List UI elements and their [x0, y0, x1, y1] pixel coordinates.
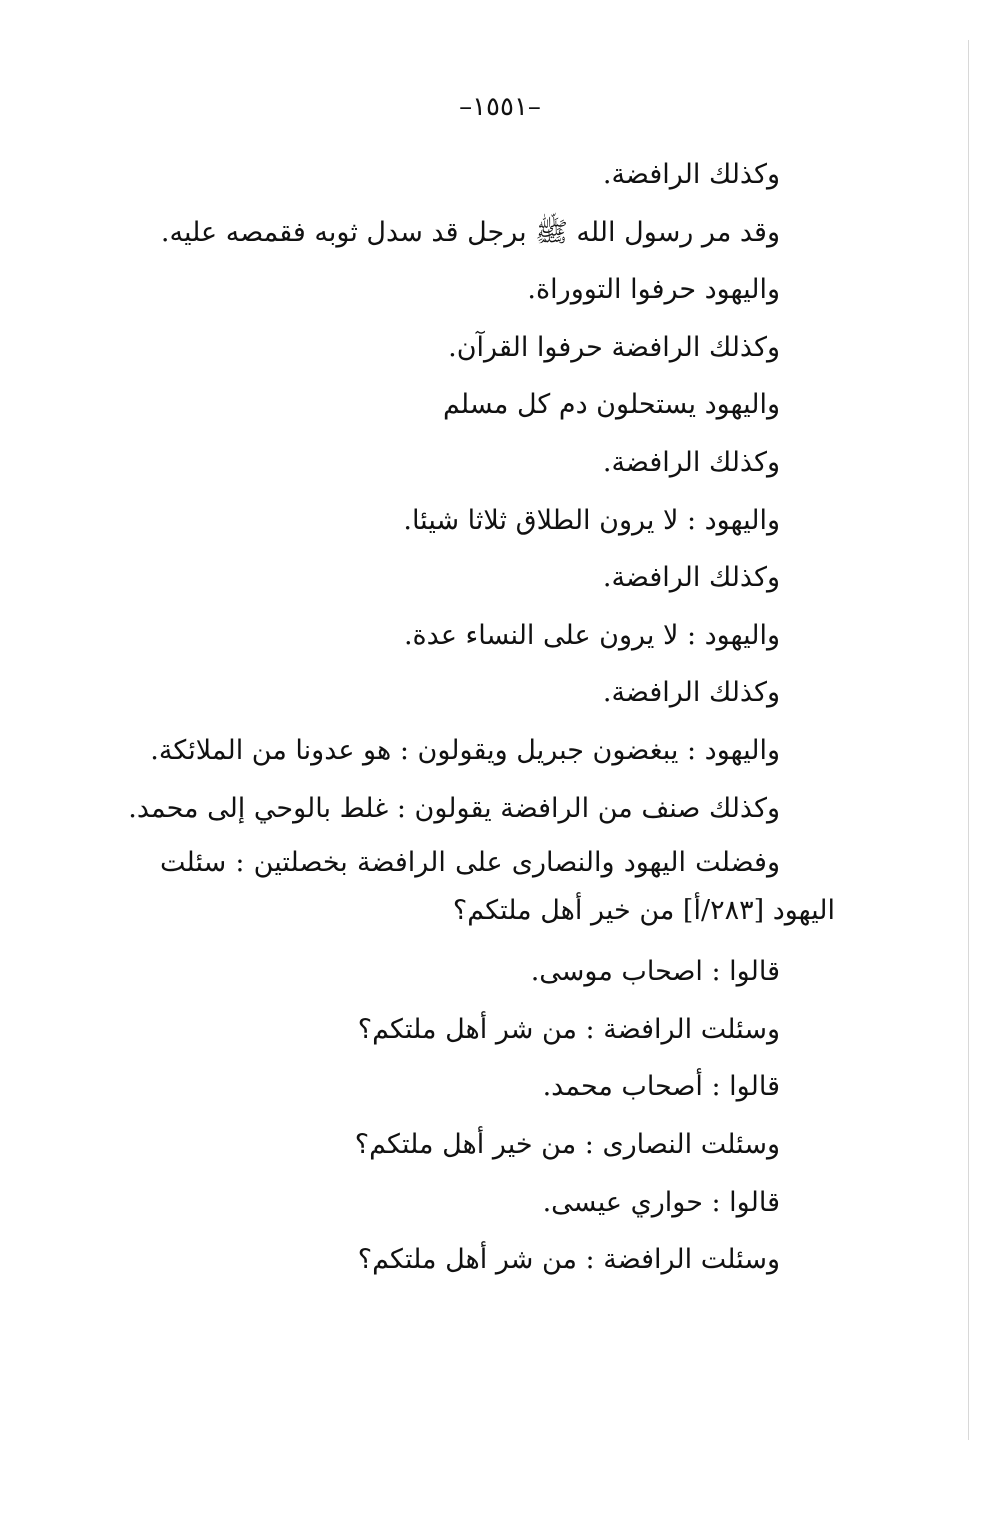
text-line: واليهود : لا يرون الطلاق ثلاثا شيئا. [403, 504, 780, 536]
page-edge-line [968, 40, 969, 1440]
text-line: قالوا : حواري عيسى. [542, 1186, 780, 1218]
text-line: واليهود حرفوا التووراة. [527, 274, 780, 306]
body-text [128, 146, 835, 1289]
text-line: وكذلك صنف من الرافضة يقولون : غلط بالوحي إلى محمد. [128, 792, 780, 824]
text-line: وكذلك الرافضة. [602, 677, 780, 709]
text-line: وكذلك الرافضة. [602, 159, 780, 190]
paragraph-first-line: وفضلت اليهود والنصارى على الرافضة بخصلتين : سئلت [160, 847, 780, 879]
text-line: وسئلت الرافضة : من شر أهل ملتكم؟ [357, 1244, 780, 1276]
text-line: قالوا : اصحاب موسى. [530, 956, 780, 988]
text-line: وسئلت النصارى : من خير أهل ملتكم؟ [354, 1128, 780, 1160]
text-line: وكذلك الرافضة حرفوا القرآن. [448, 331, 780, 363]
text-line: واليهود يستحلون دم كل مسلم [442, 389, 780, 421]
text-line: وكذلك الرافضة. [602, 562, 780, 594]
text-line: وقد مر رسول الله ﷺ برجل قد سدل ثوبه فقمصه عليه. [160, 216, 780, 248]
text-line: وكذلك الرافضة. [602, 446, 780, 478]
text-line: واليهود : يبغضون جبريل ويقولون : هو عدونا من الملائكة. [150, 734, 780, 766]
text-line: واليهود : لا يرون على النساء عدة. [403, 619, 780, 651]
text-line: وسئلت الرافضة : من شر أهل ملتكم؟ [357, 1013, 780, 1045]
text-line: قالوا : أصحاب محمد. [542, 1071, 780, 1103]
paragraph-continuation-line: اليهود [٢٨٣/أ] من خير أهل ملتكم؟ [452, 895, 835, 927]
page-number: –١٥٥١– [459, 92, 541, 122]
